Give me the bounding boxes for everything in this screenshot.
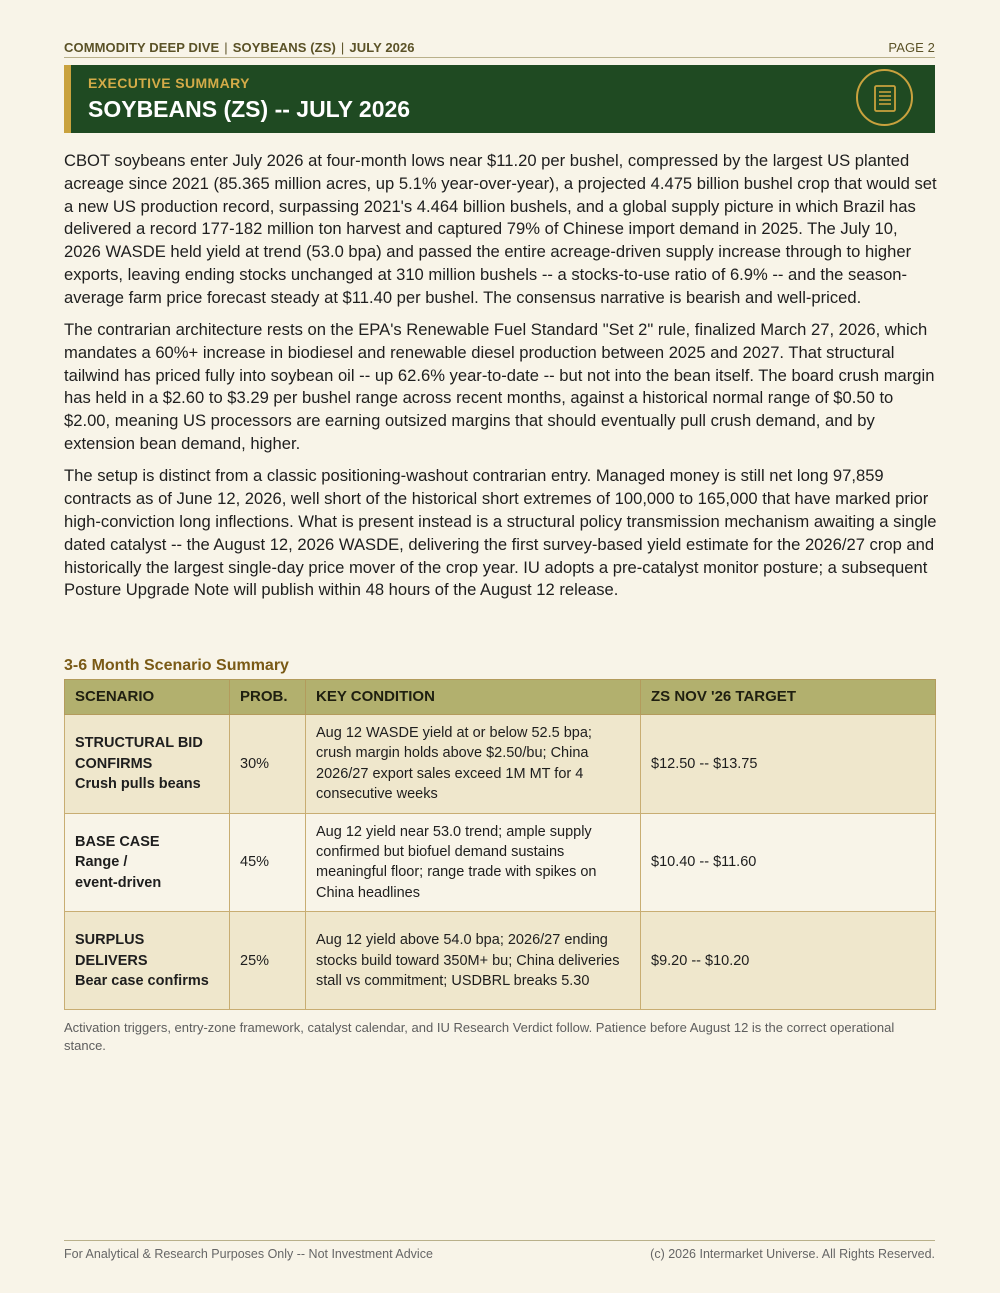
table-footnote: Activation triggers, entry-zone framework, catalyst calendar, and IU Research Verdict follow. Patience before August 12 is the correct operational stance.: [64, 1020, 895, 1053]
footer-copyright: (c) 2026 Intermarket Universe. All Rights Reserved.: [650, 1247, 935, 1261]
footer-disclaimer: For Analytical & Research Purposes Only -- Not Investment Advice: [64, 1247, 433, 1261]
page-number: PAGE 2: [888, 40, 935, 55]
page-footer: [64, 1240, 935, 1261]
summary-paragraph: CBOT soybeans enter July 2026 at four-month lows near $11.20 per bushel, compressed by the largest US planted acreage since 2021 (85.365 million acres, up 5.1% year-over-year), a projected 4.475 billion bushel crop that would set a new US production record, surpassing 2021's 4.464 billion bushels, and a global supply picture in which Brazil has delivered a record 177-182 million ton harvest and captured 79% of Chinese import demand in 2025. The July 10, 2026 WASDE held yield at trend (53.0 bpa) and passed the entire acreage-driven supply increase through to higher exports, leaving ending stocks unchanged at 310 million bushels -- a stocks-to-use ratio of 6.9% -- and the season-average farm price forecast steady at $11.40 per bushel. The consensus narrative is bearish and well-priced.: [64, 151, 937, 307]
banner-accent-bar: [64, 65, 71, 133]
column-header-scenario: SCENARIO: [65, 680, 230, 715]
scenario-condition: Aug 12 WASDE yield at or below 52.5 bpa; crush margin holds above $2.50/bu; China 2026/27 export sales exceed 1M MT for 4 consecutive weeks: [306, 715, 641, 814]
scenario-name-line: event-driven: [75, 874, 162, 891]
table-row: [65, 715, 936, 814]
scenario-name-line: DELIVERS: [75, 952, 148, 969]
scenario-probability: 30%: [230, 715, 306, 814]
table-row: [65, 912, 936, 1010]
scenario-target: $9.20 -- $10.20: [641, 912, 936, 1010]
column-header-condition: KEY CONDITION: [306, 680, 641, 715]
summary-paragraph: The setup is distinct from a classic positioning-washout contrarian entry. Managed money is still net long 97,859 contracts as of June 12, 2026, well short of the historical short extremes of 100,000 to 165,000 that have marked prior high-conviction long inflections. What is present instead is a structural policy transmission mechanism awaiting a single dated catalyst -- the August 12, 2026 WASDE, delivering the first survey-based yield estimate for the 2026/27 crop and historically the largest single-day price mover of the crop year. IU adopts a pre-catalyst monitor posture; a subsequent Posture Upgrade Note will publish within 48 hours of the August 12 release.: [64, 466, 937, 600]
table-row: [65, 813, 936, 912]
section-title: SOYBEANS (ZS) -- JULY 2026: [88, 96, 411, 122]
scenario-name: [65, 715, 230, 814]
month-label: JULY 2026: [349, 40, 415, 55]
document-icon: [856, 69, 913, 126]
scenario-name: [65, 912, 230, 1010]
header-separator: |: [224, 40, 228, 55]
scenario-target: $12.50 -- $13.75: [641, 715, 936, 814]
column-header-probability: PROB.: [230, 680, 306, 715]
column-header-target: ZS NOV '26 TARGET: [641, 680, 936, 715]
scenario-name-line: Bear case confirms: [75, 972, 209, 989]
header-separator: |: [340, 40, 345, 55]
scenario-condition: Aug 12 yield near 53.0 trend; ample supply confirmed but biofuel demand sustains meaningful floor; range trade with spikes on China headlines: [306, 813, 641, 912]
running-header-title: [64, 40, 415, 55]
summary-paragraph: The contrarian architecture rests on the EPA's Renewable Fuel Standard "Set 2" rule, finalized March 27, 2026, which mandates a 60%+ increase in biodiesel and renewable diesel production between 2025 and 2027. That structural tailwind has priced fully into soybean oil -- up 62.6% year-to-date -- but not into the bean itself. The board crush margin has held in a $2.60 to $3.29 per bushel range across recent months, against a historical normal range of $0.50 to $2.00, meaning US processors are earning outsized margins that should eventually pull crush demand, and by extension bean demand, higher.: [64, 320, 935, 454]
scenario-name-line: SURPLUS: [75, 932, 145, 949]
scenario-name: [65, 813, 230, 912]
scenario-name-line: STRUCTURAL BID: [75, 735, 203, 752]
scenario-probability: 45%: [230, 813, 306, 912]
instrument-label: SOYBEANS (ZS): [232, 40, 336, 55]
scenario-name-line: Range /: [75, 854, 128, 871]
scenario-condition: Aug 12 yield above 54.0 bpa; 2026/27 ending stocks build toward 350M+ bu; China deliveries stall vs commitment; USDBRL breaks 5.30: [306, 912, 641, 1010]
scenario-table: [64, 679, 936, 1010]
running-header: [64, 39, 935, 58]
series-label: COMMODITY DEEP DIVE: [64, 40, 220, 55]
section-banner: [64, 65, 935, 133]
executive-summary-body: [64, 150, 939, 612]
table-heading: 3-6 Month Scenario Summary: [64, 657, 289, 674]
table-header-row: [65, 680, 936, 715]
scenario-target: $10.40 -- $11.60: [641, 813, 936, 912]
scenario-name-line: BASE CASE: [75, 833, 160, 850]
scenario-name-line: Crush pulls beans: [75, 776, 201, 793]
scenario-probability: 25%: [230, 912, 306, 1010]
section-kicker: EXECUTIVE SUMMARY: [88, 75, 250, 91]
scenario-name-line: CONFIRMS: [75, 755, 153, 772]
